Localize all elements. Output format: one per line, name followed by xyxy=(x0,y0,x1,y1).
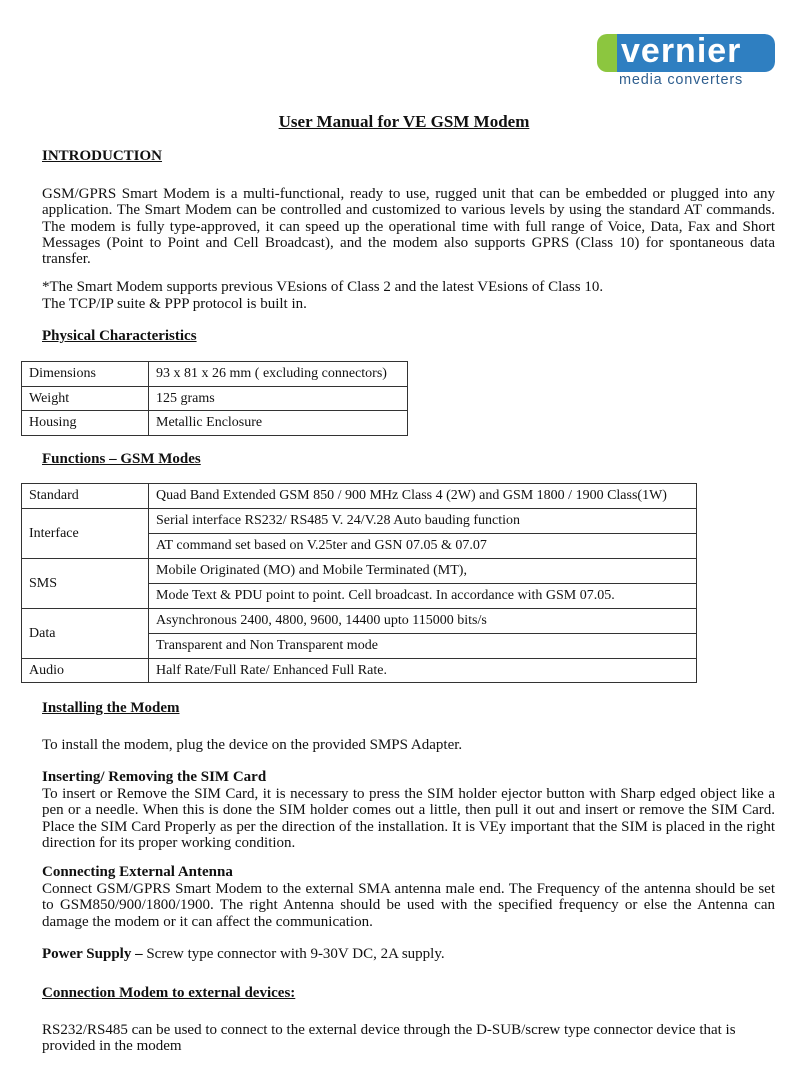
connection-heading: Connection Modem to external devices: xyxy=(42,985,296,1001)
function-label: Data xyxy=(22,609,149,659)
class-note: *The Smart Modem supports previous VEsions of Class 2 and the latest VEsions of Class 10. xyxy=(42,279,604,295)
physical-value: 125 grams xyxy=(149,387,408,411)
power-supply-text: Screw type connector with 9-30V DC, 2A supply. xyxy=(142,946,445,962)
logo-tagline: media converters xyxy=(619,72,744,88)
function-value: Mobile Originated (MO) and Mobile Terminated (MT), xyxy=(149,559,697,584)
function-value: Quad Band Extended GSM 850 / 900 MHz Class 4 (2W) and GSM 1800 / 1900 Class(1W) xyxy=(149,484,697,509)
table-row xyxy=(22,559,697,584)
power-supply-line xyxy=(42,946,445,963)
function-value: Mode Text & PDU point to point. Cell broadcast. In accordance with GSM 07.05. xyxy=(149,584,697,609)
table-row xyxy=(22,659,697,683)
antenna-paragraph: Connect GSM/GPRS Smart Modem to the external SMA antenna male end. The Frequency of the antenna should be set to GSM850/900/1800/1900. The right Antenna should be used with the specified frequency or else the Antenna can damage the modem or it can affect the communication. xyxy=(42,881,775,930)
function-value: AT command set based on V.25ter and GSN 07.05 & 07.07 xyxy=(149,534,697,559)
table-row xyxy=(22,484,697,509)
installing-text: To install the modem, plug the device on the provided SMPS Adapter. xyxy=(42,737,463,753)
connection-paragraph: RS232/RS485 can be used to connect to the external device through the D-SUB/screw type connector device that is provided in the modem xyxy=(42,1022,736,1055)
functions-table xyxy=(21,483,697,683)
physical-value: 93 x 81 x 26 mm ( excluding connectors) xyxy=(149,362,408,387)
sim-heading: Inserting/ Removing the SIM Card xyxy=(42,769,267,785)
function-label: SMS xyxy=(22,559,149,609)
table-row xyxy=(22,509,697,534)
logo-badge xyxy=(597,34,775,72)
introduction-heading: INTRODUCTION xyxy=(42,148,163,164)
table-row xyxy=(22,411,408,436)
logo-wordmark: vernier xyxy=(621,34,742,70)
function-label: Audio xyxy=(22,659,149,683)
physical-table xyxy=(21,361,408,436)
installing-heading: Installing the Modem xyxy=(42,700,180,716)
physical-value: Metallic Enclosure xyxy=(149,411,408,436)
function-label: Interface xyxy=(22,509,149,559)
sim-paragraph: To insert or Remove the SIM Card, it is necessary to press the SIM holder ejector button with Sharp edged object like a pen or a needle. When this is done the SIM holder comes out a little, then pull it out and insert or remove the SIM Card. Place the SIM Card Properly as per the direction of the installation. It is VEy important that the SIM is placed in the right direction for its proper working condition. xyxy=(42,786,775,851)
table-row xyxy=(22,362,408,387)
power-supply-label: Power Supply – xyxy=(42,946,143,962)
function-label: Standard xyxy=(22,484,149,509)
protocol-note: The TCP/IP suite & PPP protocol is built in. xyxy=(42,296,307,312)
physical-label: Housing xyxy=(22,411,149,436)
function-value: Transparent and Non Transparent mode xyxy=(149,634,697,659)
physical-label: Dimensions xyxy=(22,362,149,387)
vernier-logo xyxy=(597,34,777,90)
page-title: User Manual for VE GSM Modem xyxy=(278,112,530,131)
table-row xyxy=(22,609,697,634)
table-row xyxy=(22,387,408,411)
physical-label: Weight xyxy=(22,387,149,411)
functions-heading: Functions – GSM Modes xyxy=(42,451,201,467)
function-value: Half Rate/Full Rate/ Enhanced Full Rate. xyxy=(149,659,697,683)
function-value: Serial interface RS232/ RS485 V. 24/V.28 Auto bauding function xyxy=(149,509,697,534)
physical-heading: Physical Characteristics xyxy=(42,328,197,344)
function-value: Asynchronous 2400, 4800, 9600, 14400 upto 115000 bits/s xyxy=(149,609,697,634)
antenna-heading: Connecting External Antenna xyxy=(42,864,233,880)
introduction-paragraph: GSM/GPRS Smart Modem is a multi-functional, ready to use, rugged unit that can be embedded or plugged into any application. The Smart Modem can be controlled and customized to various levels by using the standard AT commands. The modem is fully type-approved, it can speed up the operational time with full range of Voice, Data, Fax and Short Messages (Point to Point and Cell Broadcast), and the modem also supports GPRS (Class 10) for spontaneous data transfer. xyxy=(42,186,775,268)
